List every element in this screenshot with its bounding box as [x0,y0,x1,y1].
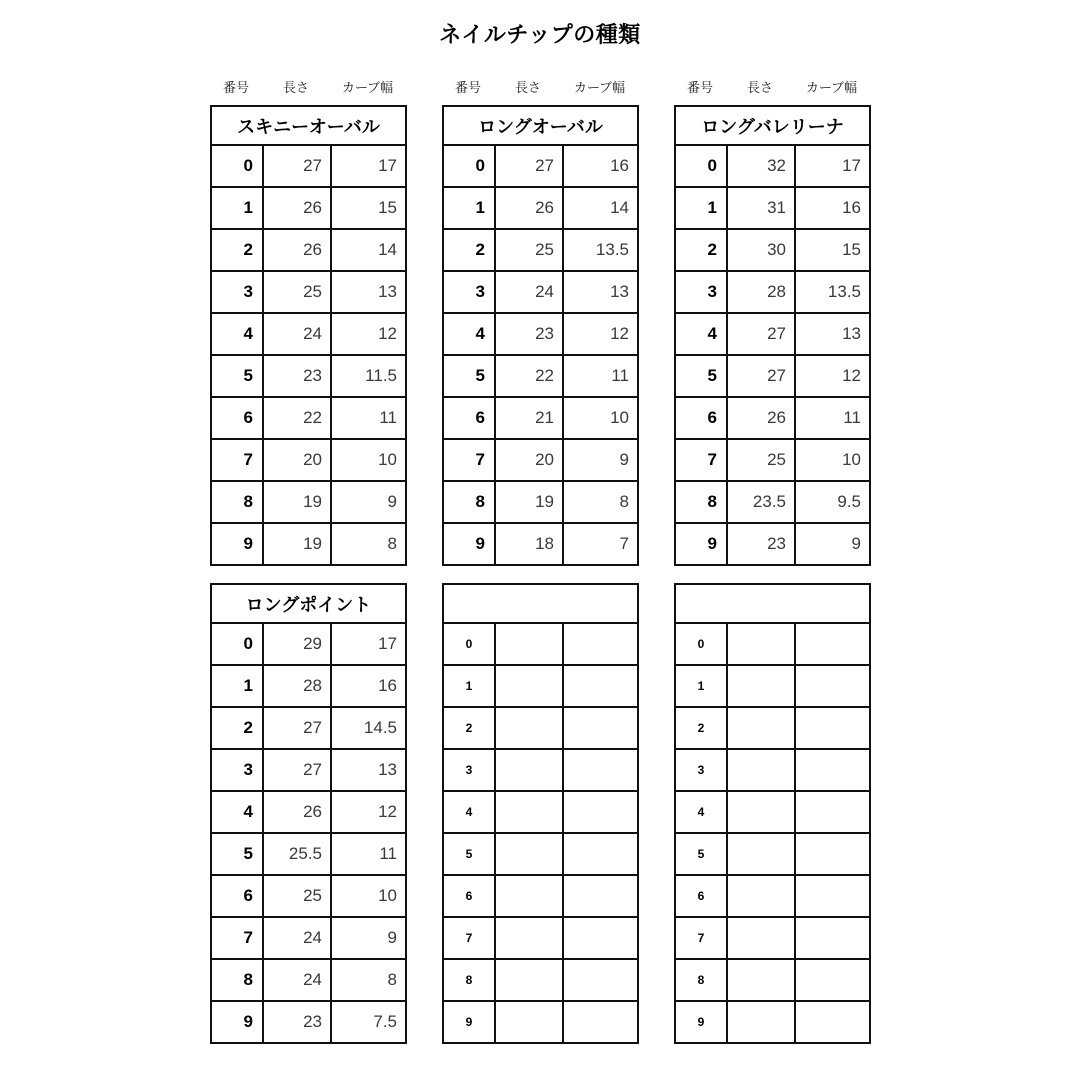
table-row [675,707,870,749]
curve-value [795,1001,870,1043]
length-value: 30 [727,229,795,271]
row-number: 7 [443,439,495,481]
curve-value: 16 [331,665,406,707]
length-value: 25 [263,875,331,917]
curve-value: 14 [563,187,638,229]
size-table-empty-1 [442,583,639,1044]
curve-value [563,749,638,791]
curve-value: 9 [563,439,638,481]
curve-value: 9.5 [795,481,870,523]
table-row [211,481,406,523]
table-row [675,439,870,481]
table-row [443,1001,638,1043]
row-number: 8 [443,481,495,523]
length-value [495,1001,563,1043]
row-number: 0 [675,145,727,187]
column-header-curve-width: カーブ幅 [341,80,394,95]
length-value: 26 [263,187,331,229]
curve-value [563,1001,638,1043]
length-value: 28 [727,271,795,313]
curve-value: 11 [331,397,406,439]
row-number: 0 [675,623,727,665]
table-row [211,959,406,1001]
length-value: 24 [263,917,331,959]
row-number: 9 [675,523,727,565]
table-row [675,481,870,523]
row-number: 4 [675,791,727,833]
length-value: 25 [727,439,795,481]
length-value [495,875,563,917]
row-number: 4 [211,791,263,833]
row-number: 2 [443,707,495,749]
table-block-long-ballerina [674,80,869,566]
length-value: 27 [263,749,331,791]
curve-value: 13.5 [795,271,870,313]
table-row [443,959,638,1001]
table-block-empty-2 [674,583,869,1044]
curve-value: 10 [331,875,406,917]
row-number: 1 [211,665,263,707]
curve-value [563,875,638,917]
length-value [495,791,563,833]
table-row [443,707,638,749]
table-row [443,187,638,229]
size-table-long-ballerina [674,105,871,566]
curve-value: 11 [563,355,638,397]
curve-value: 12 [563,313,638,355]
length-value: 27 [727,313,795,355]
length-value: 26 [263,229,331,271]
length-value: 19 [495,481,563,523]
row-number: 7 [211,439,263,481]
curve-value: 15 [795,229,870,271]
length-value: 22 [263,397,331,439]
length-value: 26 [263,791,331,833]
size-table-long-point [210,583,407,1044]
row-number: 9 [211,1001,263,1043]
row-number: 9 [443,1001,495,1043]
curve-value: 9 [331,917,406,959]
table-title-row [675,584,870,623]
tables-grid [210,80,869,1044]
row-number: 3 [443,749,495,791]
table-row [211,271,406,313]
curve-value: 9 [795,523,870,565]
length-value [495,917,563,959]
length-value: 25.5 [263,833,331,875]
curve-value: 9 [331,481,406,523]
table-row [443,791,638,833]
curve-value: 10 [795,439,870,481]
row-number: 1 [211,187,263,229]
curve-value: 12 [331,791,406,833]
curve-value: 8 [331,959,406,1001]
curve-value: 13 [331,271,406,313]
table-row [675,523,870,565]
row-number: 8 [443,959,495,1001]
row-number: 1 [443,187,495,229]
curve-value: 10 [331,439,406,481]
length-value: 31 [727,187,795,229]
table-row [443,229,638,271]
row-number: 2 [211,707,263,749]
column-header-curve-width: カーブ幅 [573,80,626,95]
table-block-long-point [210,583,405,1044]
length-value: 27 [727,355,795,397]
length-value [495,749,563,791]
table-row [675,623,870,665]
table-row [211,313,406,355]
length-value [727,623,795,665]
curve-value [563,959,638,1001]
row-number: 0 [443,145,495,187]
curve-value: 13 [331,749,406,791]
row-number: 3 [675,271,727,313]
table-row [211,1001,406,1043]
table-row [675,917,870,959]
table-row [211,439,406,481]
curve-value [795,917,870,959]
curve-value: 7 [563,523,638,565]
table-row [443,145,638,187]
size-table-empty-2 [674,583,871,1044]
curve-value: 7.5 [331,1001,406,1043]
row-number: 8 [675,959,727,1001]
table-row [211,355,406,397]
curve-value: 16 [563,145,638,187]
row-number: 6 [211,397,263,439]
table-row [675,665,870,707]
length-value [727,917,795,959]
table-row [211,523,406,565]
length-value: 23.5 [727,481,795,523]
table-row [211,749,406,791]
table-title: スキニーオーバル [211,106,406,145]
length-value: 19 [263,523,331,565]
table-row [675,313,870,355]
length-value [495,707,563,749]
table-title: ロングオーバル [443,106,638,145]
table-row [675,749,870,791]
curve-value: 11 [331,833,406,875]
row-number: 1 [675,665,727,707]
length-value: 21 [495,397,563,439]
row-number: 4 [211,313,263,355]
table-title-row [443,106,638,145]
curve-value [795,959,870,1001]
length-value: 29 [263,623,331,665]
curve-value: 12 [331,313,406,355]
length-value [495,833,563,875]
table-row [443,749,638,791]
row-number: 5 [211,833,263,875]
table-row [443,313,638,355]
length-value: 24 [495,271,563,313]
table-row [443,833,638,875]
table-row [211,229,406,271]
table-row [675,1001,870,1043]
length-value: 28 [263,665,331,707]
table-row [443,271,638,313]
curve-value: 14.5 [331,707,406,749]
length-value [495,665,563,707]
row-number: 6 [443,875,495,917]
row-number: 4 [443,313,495,355]
length-value [727,959,795,1001]
column-headers [210,80,405,96]
curve-value [795,749,870,791]
table-row [211,623,406,665]
length-value: 24 [263,313,331,355]
table-row [211,707,406,749]
row-number: 7 [211,917,263,959]
row-number: 6 [443,397,495,439]
table-row [443,875,638,917]
curve-value [563,623,638,665]
length-value: 19 [263,481,331,523]
size-table-long-oval [442,105,639,566]
row-number: 3 [211,271,263,313]
column-header-number: 番号 [454,80,481,95]
length-value: 25 [495,229,563,271]
table-row [443,397,638,439]
table-title [675,584,870,623]
curve-value [795,791,870,833]
table-row [443,355,638,397]
table-row [211,665,406,707]
column-headers [674,80,869,96]
table-block-skinny-oval [210,80,405,566]
table-title-row [211,106,406,145]
curve-value: 11 [795,397,870,439]
curve-value [795,623,870,665]
table-row [211,145,406,187]
row-number: 1 [675,187,727,229]
table-row [675,145,870,187]
table-block-long-oval [442,80,637,566]
size-table-skinny-oval [210,105,407,566]
length-value: 26 [727,397,795,439]
row-number: 4 [675,313,727,355]
row-number: 5 [675,833,727,875]
column-header-number: 番号 [222,80,249,95]
curve-value: 12 [795,355,870,397]
row-number: 7 [675,917,727,959]
length-value [495,623,563,665]
table-row [675,875,870,917]
curve-value [563,833,638,875]
row-number: 9 [675,1001,727,1043]
curve-value: 17 [331,145,406,187]
table-row [443,439,638,481]
row-number: 9 [443,523,495,565]
table-row [443,523,638,565]
curve-value: 11.5 [331,355,406,397]
length-value: 23 [263,355,331,397]
table-row [443,623,638,665]
curve-value: 8 [331,523,406,565]
row-number: 1 [443,665,495,707]
table-row [211,833,406,875]
curve-value [795,665,870,707]
length-value: 18 [495,523,563,565]
curve-value: 13 [563,271,638,313]
table-title-row [443,584,638,623]
length-value [727,833,795,875]
length-value: 20 [263,439,331,481]
curve-value [795,833,870,875]
column-header-number: 番号 [686,80,713,95]
curve-value: 15 [331,187,406,229]
length-value [495,959,563,1001]
curve-value [563,791,638,833]
table-row [211,917,406,959]
row-number: 6 [675,397,727,439]
table-row [675,397,870,439]
length-value: 25 [263,271,331,313]
table-row [211,397,406,439]
curve-value: 13 [795,313,870,355]
length-value: 23 [495,313,563,355]
row-number: 3 [675,749,727,791]
table-row [211,875,406,917]
table-row [211,791,406,833]
length-value: 26 [495,187,563,229]
curve-value: 13.5 [563,229,638,271]
row-number: 3 [211,749,263,791]
curve-value [563,665,638,707]
row-number: 0 [211,623,263,665]
length-value: 27 [495,145,563,187]
table-title-row [211,584,406,623]
row-number: 5 [675,355,727,397]
curve-value [795,875,870,917]
row-number: 5 [211,355,263,397]
table-row [675,229,870,271]
table-row [675,187,870,229]
table-row [675,959,870,1001]
row-number: 7 [675,439,727,481]
length-value: 22 [495,355,563,397]
table-row [675,355,870,397]
length-value [727,707,795,749]
table-row [443,481,638,523]
row-number: 9 [211,523,263,565]
curve-value [563,707,638,749]
row-number: 8 [211,959,263,1001]
column-header-length: 長さ [514,80,541,95]
row-number: 2 [211,229,263,271]
curve-value [563,917,638,959]
table-title: ロングポイント [211,584,406,623]
table-row [211,187,406,229]
row-number: 6 [675,875,727,917]
column-headers [442,80,637,96]
page-title: ネイルチップの種類 [439,22,641,47]
curve-value: 16 [795,187,870,229]
row-number: 2 [675,229,727,271]
row-number: 0 [211,145,263,187]
length-value [727,749,795,791]
row-number: 6 [211,875,263,917]
column-header-length: 長さ [746,80,773,95]
row-number: 5 [443,833,495,875]
curve-value: 14 [331,229,406,271]
length-value: 23 [263,1001,331,1043]
table-row [675,791,870,833]
row-number: 8 [675,481,727,523]
row-number: 8 [211,481,263,523]
curve-value: 8 [563,481,638,523]
table-title [443,584,638,623]
row-number: 0 [443,623,495,665]
row-number: 2 [675,707,727,749]
curve-value: 10 [563,397,638,439]
table-row [443,917,638,959]
length-value: 20 [495,439,563,481]
length-value: 27 [263,145,331,187]
length-value: 27 [263,707,331,749]
row-number: 5 [443,355,495,397]
row-number: 4 [443,791,495,833]
curve-value: 17 [331,623,406,665]
length-value: 24 [263,959,331,1001]
length-value: 32 [727,145,795,187]
length-value [727,791,795,833]
table-block-empty-1 [442,583,637,1044]
curve-value: 17 [795,145,870,187]
table-title: ロングバレリーナ [675,106,870,145]
table-row [675,271,870,313]
length-value: 23 [727,523,795,565]
row-number: 2 [443,229,495,271]
length-value [727,1001,795,1043]
column-header-curve-width: カーブ幅 [805,80,858,95]
length-value [727,665,795,707]
curve-value [795,707,870,749]
row-number: 7 [443,917,495,959]
table-row [675,833,870,875]
table-title-row [675,106,870,145]
table-row [443,665,638,707]
length-value [727,875,795,917]
row-number: 3 [443,271,495,313]
column-header-length: 長さ [282,80,309,95]
